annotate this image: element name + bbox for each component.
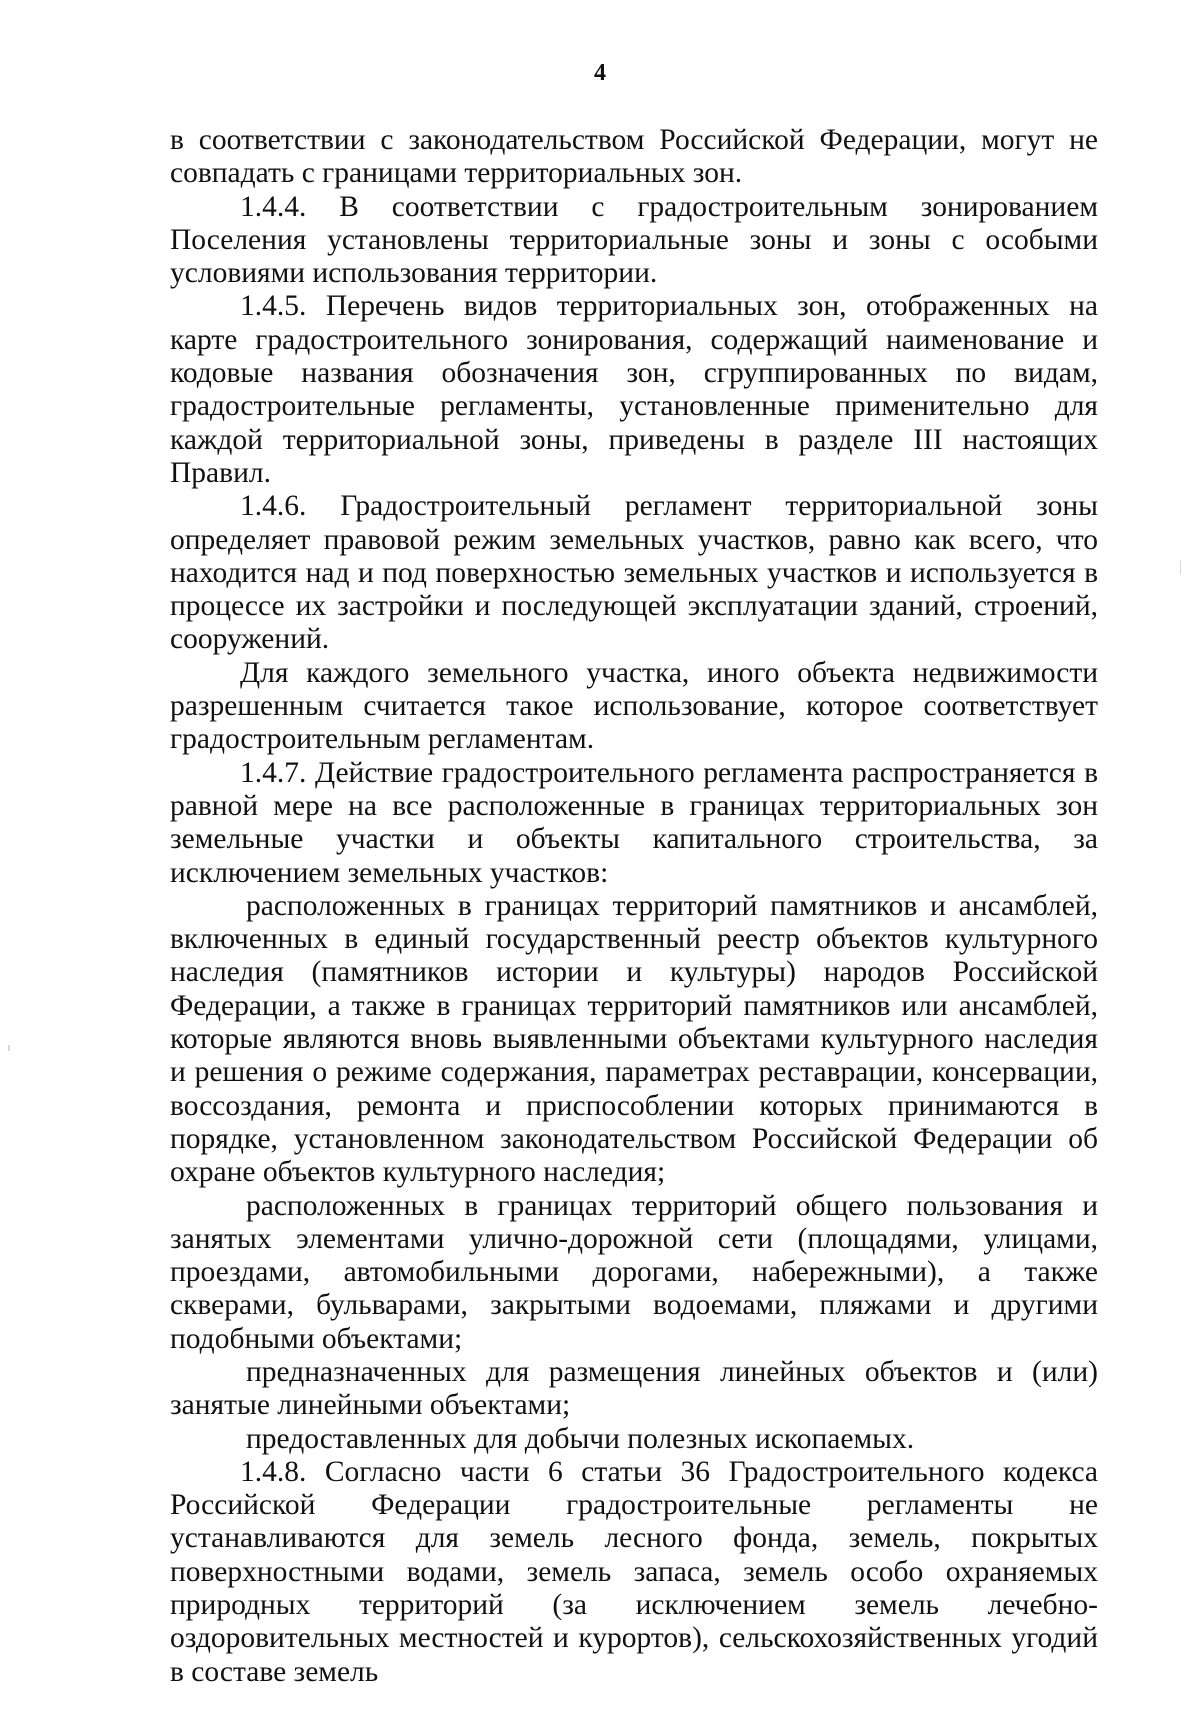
page-number: 4 <box>594 60 606 86</box>
paragraph-1-4-5: 1.4.5. Перечень видов территориальных зон, отображенных на карте градостроительного зонирования, содержащий наименование и кодовые названия обозначения зон, сгруппированных по видам, градостроительные регламенты, установленные применительно для каждой территориальной зоны, приведены в разделе III настоящих Правил. <box>170 290 1098 489</box>
scan-artifact-left <box>8 1045 10 1051</box>
list-item-mineral-extraction: предоставленных для добычи полезных ископаемых. <box>246 1422 915 1455</box>
paragraph-continuation: в соответствии с законодательством Российской Федерации, могут не совпадать с границами территориальных зон. <box>170 124 1098 190</box>
paragraph-1-4-8: 1.4.8. Согласно части 6 статьи 36 Градостроительного кодекса Российской Федерации градостроительные регламенты не устанавливаются для земель лесного фонда, земель, покрытых поверхностными водами, земель запаса, земель особо охраняемых природных территорий (за исключением земель лечебно-оздоровительных местностей и курортов), сельскохозяйственных угодий в составе земель <box>170 1455 1098 1688</box>
paragraph-permitted-use: Для каждого земельного участка, иного объекта недвижимости разрешенным считается такое использование, которое соответствует градостроительным регламентам. <box>170 656 1098 756</box>
paragraph-1-4-4: 1.4.4. В соответствии с градостроительным зонированием Поселения установлены территориальные зоны и зоны с особыми условиями использования территории. <box>170 190 1098 290</box>
list-item-public-areas: расположенных в границах территорий общего пользования и занятых элементами улично-дорожной сети (площадями, улицами, проездами, автомобильными дорогами, набережными), а также скверами, бульварами, закрытыми водоемами, пляжами и другими подобными объектами; <box>170 1189 1098 1355</box>
list-item-heritage-sites: расположенных в границах территорий памятников и ансамблей, включенных в единый государственный реестр объектов культурного наследия (памятников истории и культуры) народов Российской Федерации, а также в границах территорий памятников или ансамблей, которые являются вновь выявленными объектами культурного наследия и решения о режиме содержания, параметрах реставрации, консервации, воссоздания, ремонта и приспособлении которых принимаются в порядке, установленном законодательством Российской Федерации об охране объектов культурного наследия; <box>170 889 1098 1189</box>
list-item-linear-objects: предназначенных для размещения линейных объектов и (или) занятые линейными объектами; <box>170 1355 1098 1422</box>
document-body <box>170 124 1098 1689</box>
scan-artifact-right <box>1180 560 1181 574</box>
paragraph-1-4-7: 1.4.7. Действие градостроительного регламента распространяется в равной мере на все расположенные в границах территориальных зон земельные участки и объекты капитального строительства, за исключением земельных участков: <box>170 756 1098 889</box>
paragraph-1-4-6: 1.4.6. Градостроительный регламент территориальной зоны определяет правовой режим земельных участков, равно как всего, что находится над и под поверхностью земельных участков и используется в процессе их застройки и последующей эксплуатации зданий, строений, сооружений. <box>170 490 1098 656</box>
